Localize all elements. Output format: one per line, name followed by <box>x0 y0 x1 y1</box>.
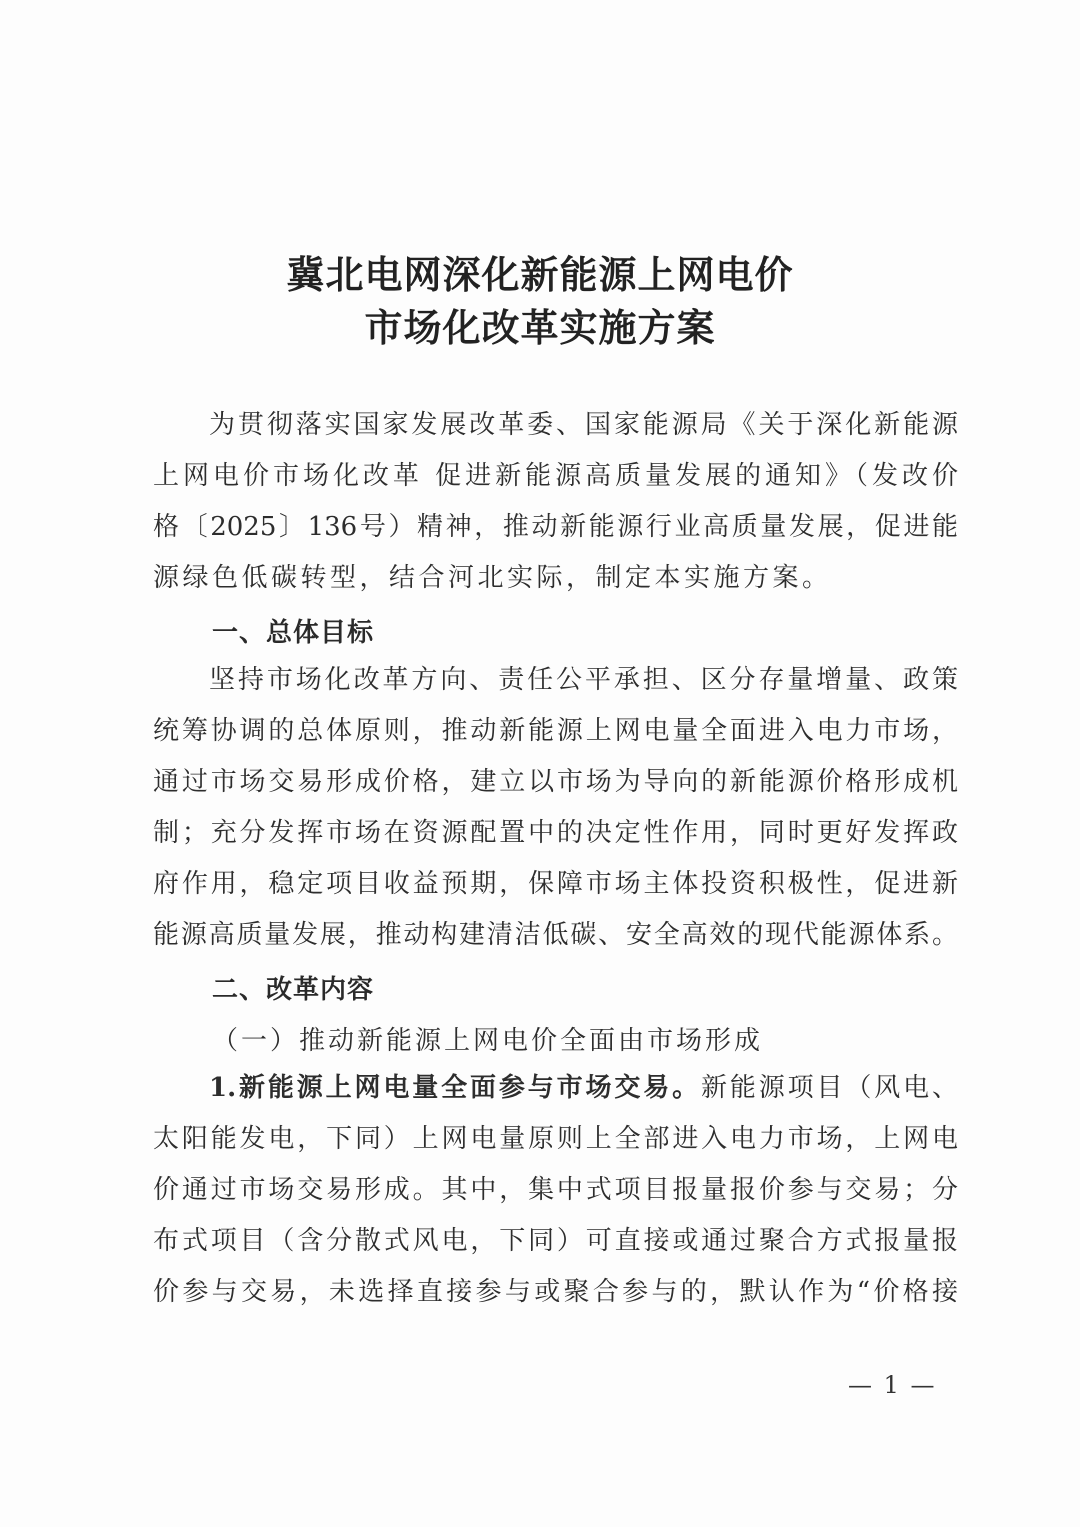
item-1-line-2: 太阳能发电，下同）上网电量原则上全部进入电力市场，上网电 <box>153 1124 958 1154</box>
intro-line-1: 为贯彻落实国家发展改革委、国家能源局《关于深化新能源 <box>209 410 958 440</box>
section-2-heading: 二、改革内容 <box>212 975 375 1005</box>
document-title-line-2: 市场化改革实施方案 <box>364 305 716 350</box>
section-1-line-2: 统筹协调的总体原则，推动新能源上网电量全面进入电力市场， <box>153 716 958 746</box>
page-number: — 1 — <box>848 1371 937 1399</box>
intro-line-2: 上网电价市场化改革 促进新能源高质量发展的通知》（发改价 <box>153 461 958 491</box>
section-1-line-6: 能源高质量发展，推动构建清洁低碳、安全高效的现代能源体系。 <box>153 920 958 950</box>
item-1-line-3: 价通过市场交易形成。其中，集中式项目报量报价参与交易；分 <box>153 1175 958 1205</box>
section-1-line-3: 通过市场交易形成价格，建立以市场为导向的新能源价格形成机 <box>153 767 958 797</box>
section-1-line-5: 府作用，稳定项目收益预期，保障市场主体投资积极性，促进新 <box>153 869 958 899</box>
item-1-line-1 <box>209 1071 958 1105</box>
section-1-line-1: 坚持市场化改革方向、责任公平承担、区分存量增量、政策 <box>209 665 958 695</box>
intro-line-4: 源绿色低碳转型，结合河北实际，制定本实施方案。 <box>153 563 832 593</box>
item-1-line-5: 价参与交易，未选择直接参与或聚合参与的，默认作为“价格接 <box>153 1277 958 1307</box>
document-title-line-1: 冀北电网深化新能源上网电价 <box>286 252 794 297</box>
intro-line-3: 格〔2025〕136号）精神，推动新能源行业高质量发展，促进能 <box>153 512 958 542</box>
section-2-subheading: （一）推动新能源上网电价全面由市场形成 <box>212 1026 764 1056</box>
section-1-line-4: 制；充分发挥市场在资源配置中的决定性作用，同时更好发挥政 <box>153 818 958 848</box>
item-1-title: 1.新能源上网电量全面参与市场交易。 <box>209 1073 701 1103</box>
section-1-heading: 一、总体目标 <box>212 618 375 648</box>
item-1-text: 新能源项目（风电、 <box>701 1073 958 1103</box>
item-1-line-4: 布式项目（含分散式风电，下同）可直接或通过聚合方式报量报 <box>153 1226 958 1256</box>
